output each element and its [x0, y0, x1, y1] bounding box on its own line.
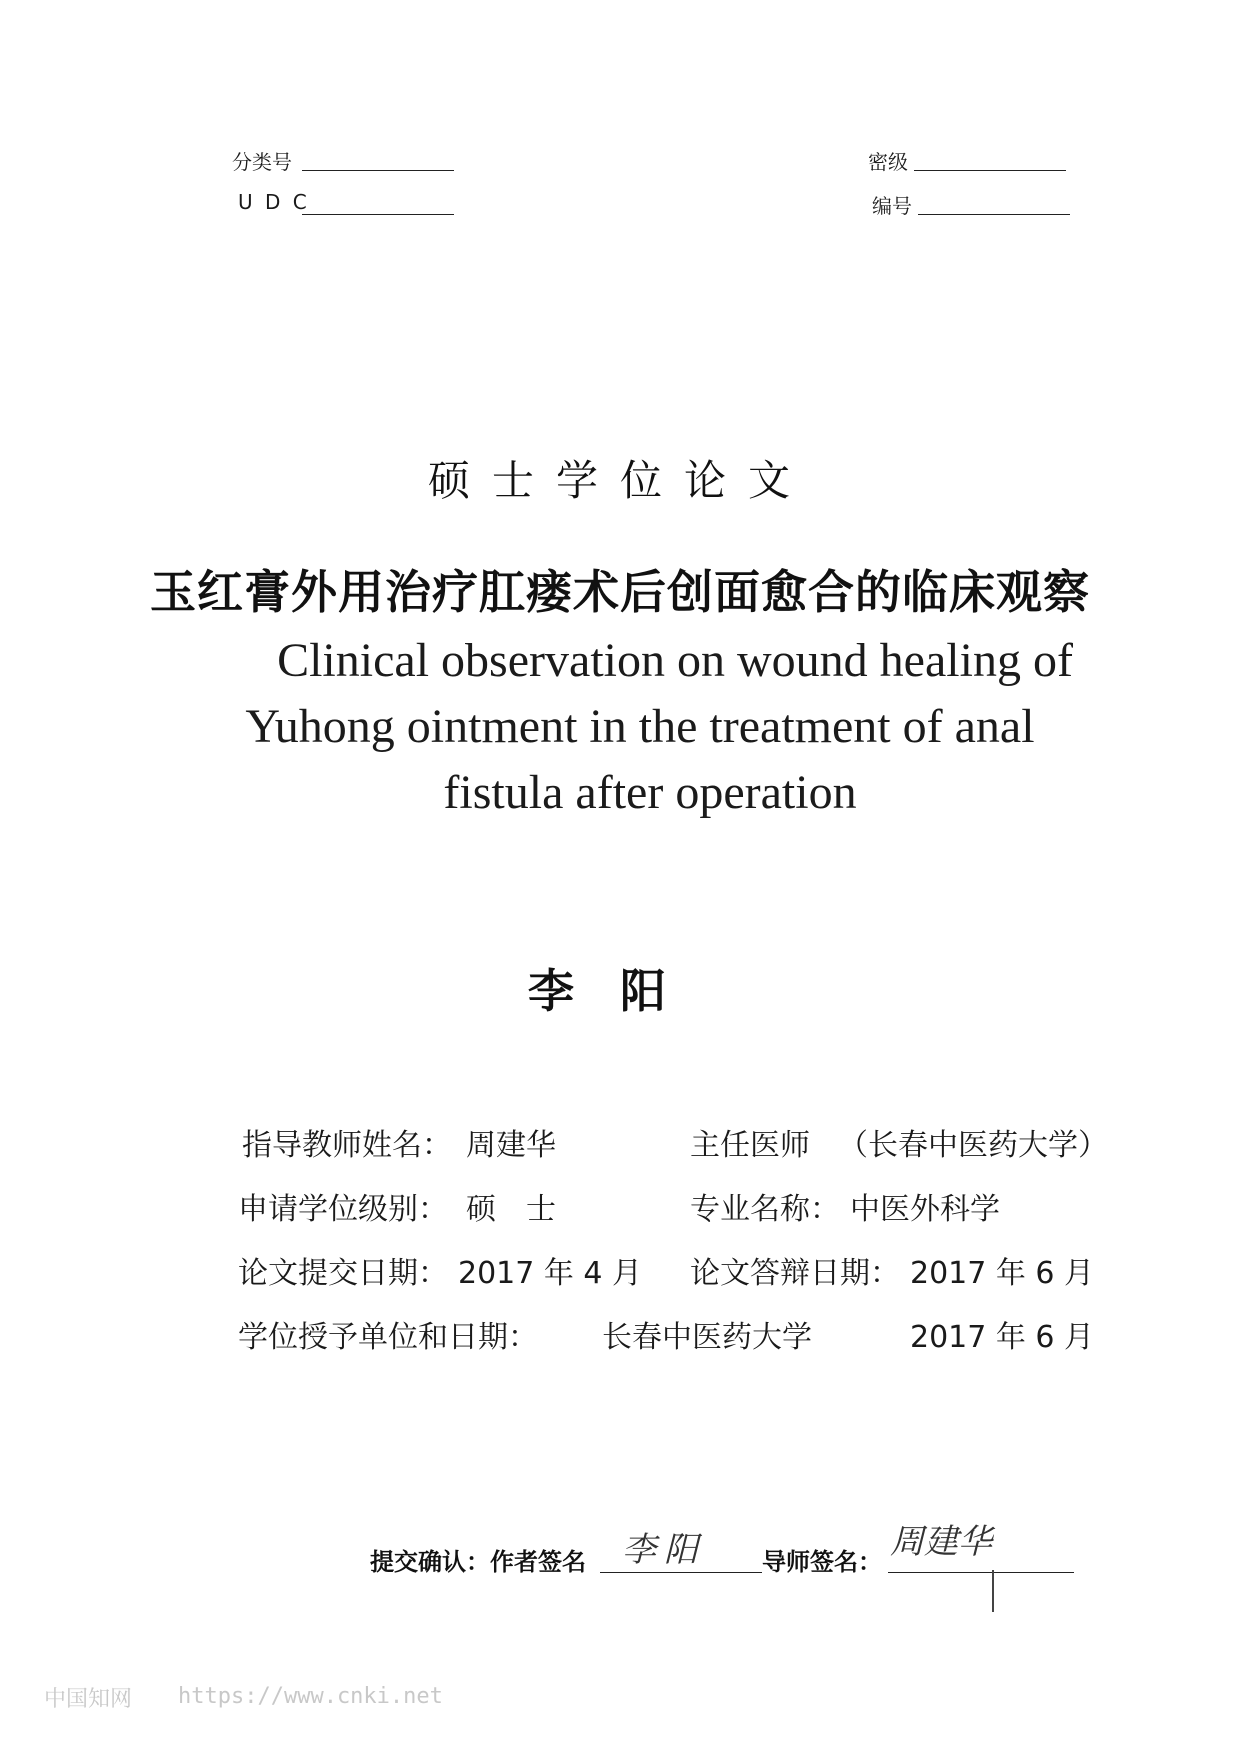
- number-field: [918, 214, 1070, 215]
- security-level-field: [914, 170, 1066, 171]
- classification-label: 分类号: [232, 150, 292, 174]
- grant-label: 学位授予单位和日期：: [238, 1320, 538, 1355]
- advisor-affiliation: （长春中医药大学）: [838, 1128, 1108, 1163]
- advisor-label: 指导教师姓名：: [242, 1128, 452, 1163]
- advisor-signature-label: 导师签名：: [762, 1548, 882, 1576]
- defense-date: 2017 年 6 月: [910, 1256, 1095, 1291]
- advisor-signature-line: [888, 1572, 1074, 1573]
- number-label: 编号: [872, 194, 912, 218]
- watermark-url: https://www.cnki.net: [178, 1684, 443, 1709]
- grant-date: 2017 年 6 月: [910, 1320, 1095, 1355]
- advisor-title: 主任医师: [690, 1128, 810, 1163]
- degree-level: 硕 士: [466, 1192, 556, 1227]
- author-signature-line: [600, 1572, 762, 1573]
- author-name: 李阳: [528, 964, 712, 1018]
- thesis-title-chinese: 玉红膏外用治疗肛瘘术后创面愈合的临床观察: [150, 565, 1090, 619]
- advisor-signature: 周建华: [890, 1522, 992, 1562]
- udc-field: [302, 214, 454, 215]
- thesis-title-english: [180, 628, 1120, 826]
- grant-unit: 长春中医药大学: [602, 1320, 812, 1355]
- advisor-name: 周建华: [466, 1128, 556, 1163]
- defense-date-label: 论文答辩日期：: [690, 1256, 900, 1291]
- major-label: 专业名称：: [690, 1192, 840, 1227]
- title-en-line: Yuhong ointment in the treatment of anal: [245, 700, 1035, 753]
- title-en-line: fistula after operation: [443, 766, 857, 819]
- degree-type-heading: 硕士学位论文: [427, 456, 812, 505]
- security-level-label: 密级: [868, 150, 908, 174]
- title-en-line: Clinical observation on wound healing of: [277, 634, 1073, 687]
- signature-stroke: [992, 1570, 994, 1612]
- udc-label: U D C: [238, 190, 310, 214]
- classification-field: [302, 170, 454, 171]
- degree-level-label: 申请学位级别：: [238, 1192, 448, 1227]
- submit-date: 2017 年 4 月: [458, 1256, 643, 1291]
- major: 中医外科学: [850, 1192, 1000, 1227]
- watermark-site: 中国知网: [44, 1687, 133, 1712]
- author-signature: 李阳: [622, 1530, 706, 1570]
- author-signature-label: 提交确认：作者签名: [370, 1548, 586, 1576]
- submit-date-label: 论文提交日期：: [238, 1256, 448, 1291]
